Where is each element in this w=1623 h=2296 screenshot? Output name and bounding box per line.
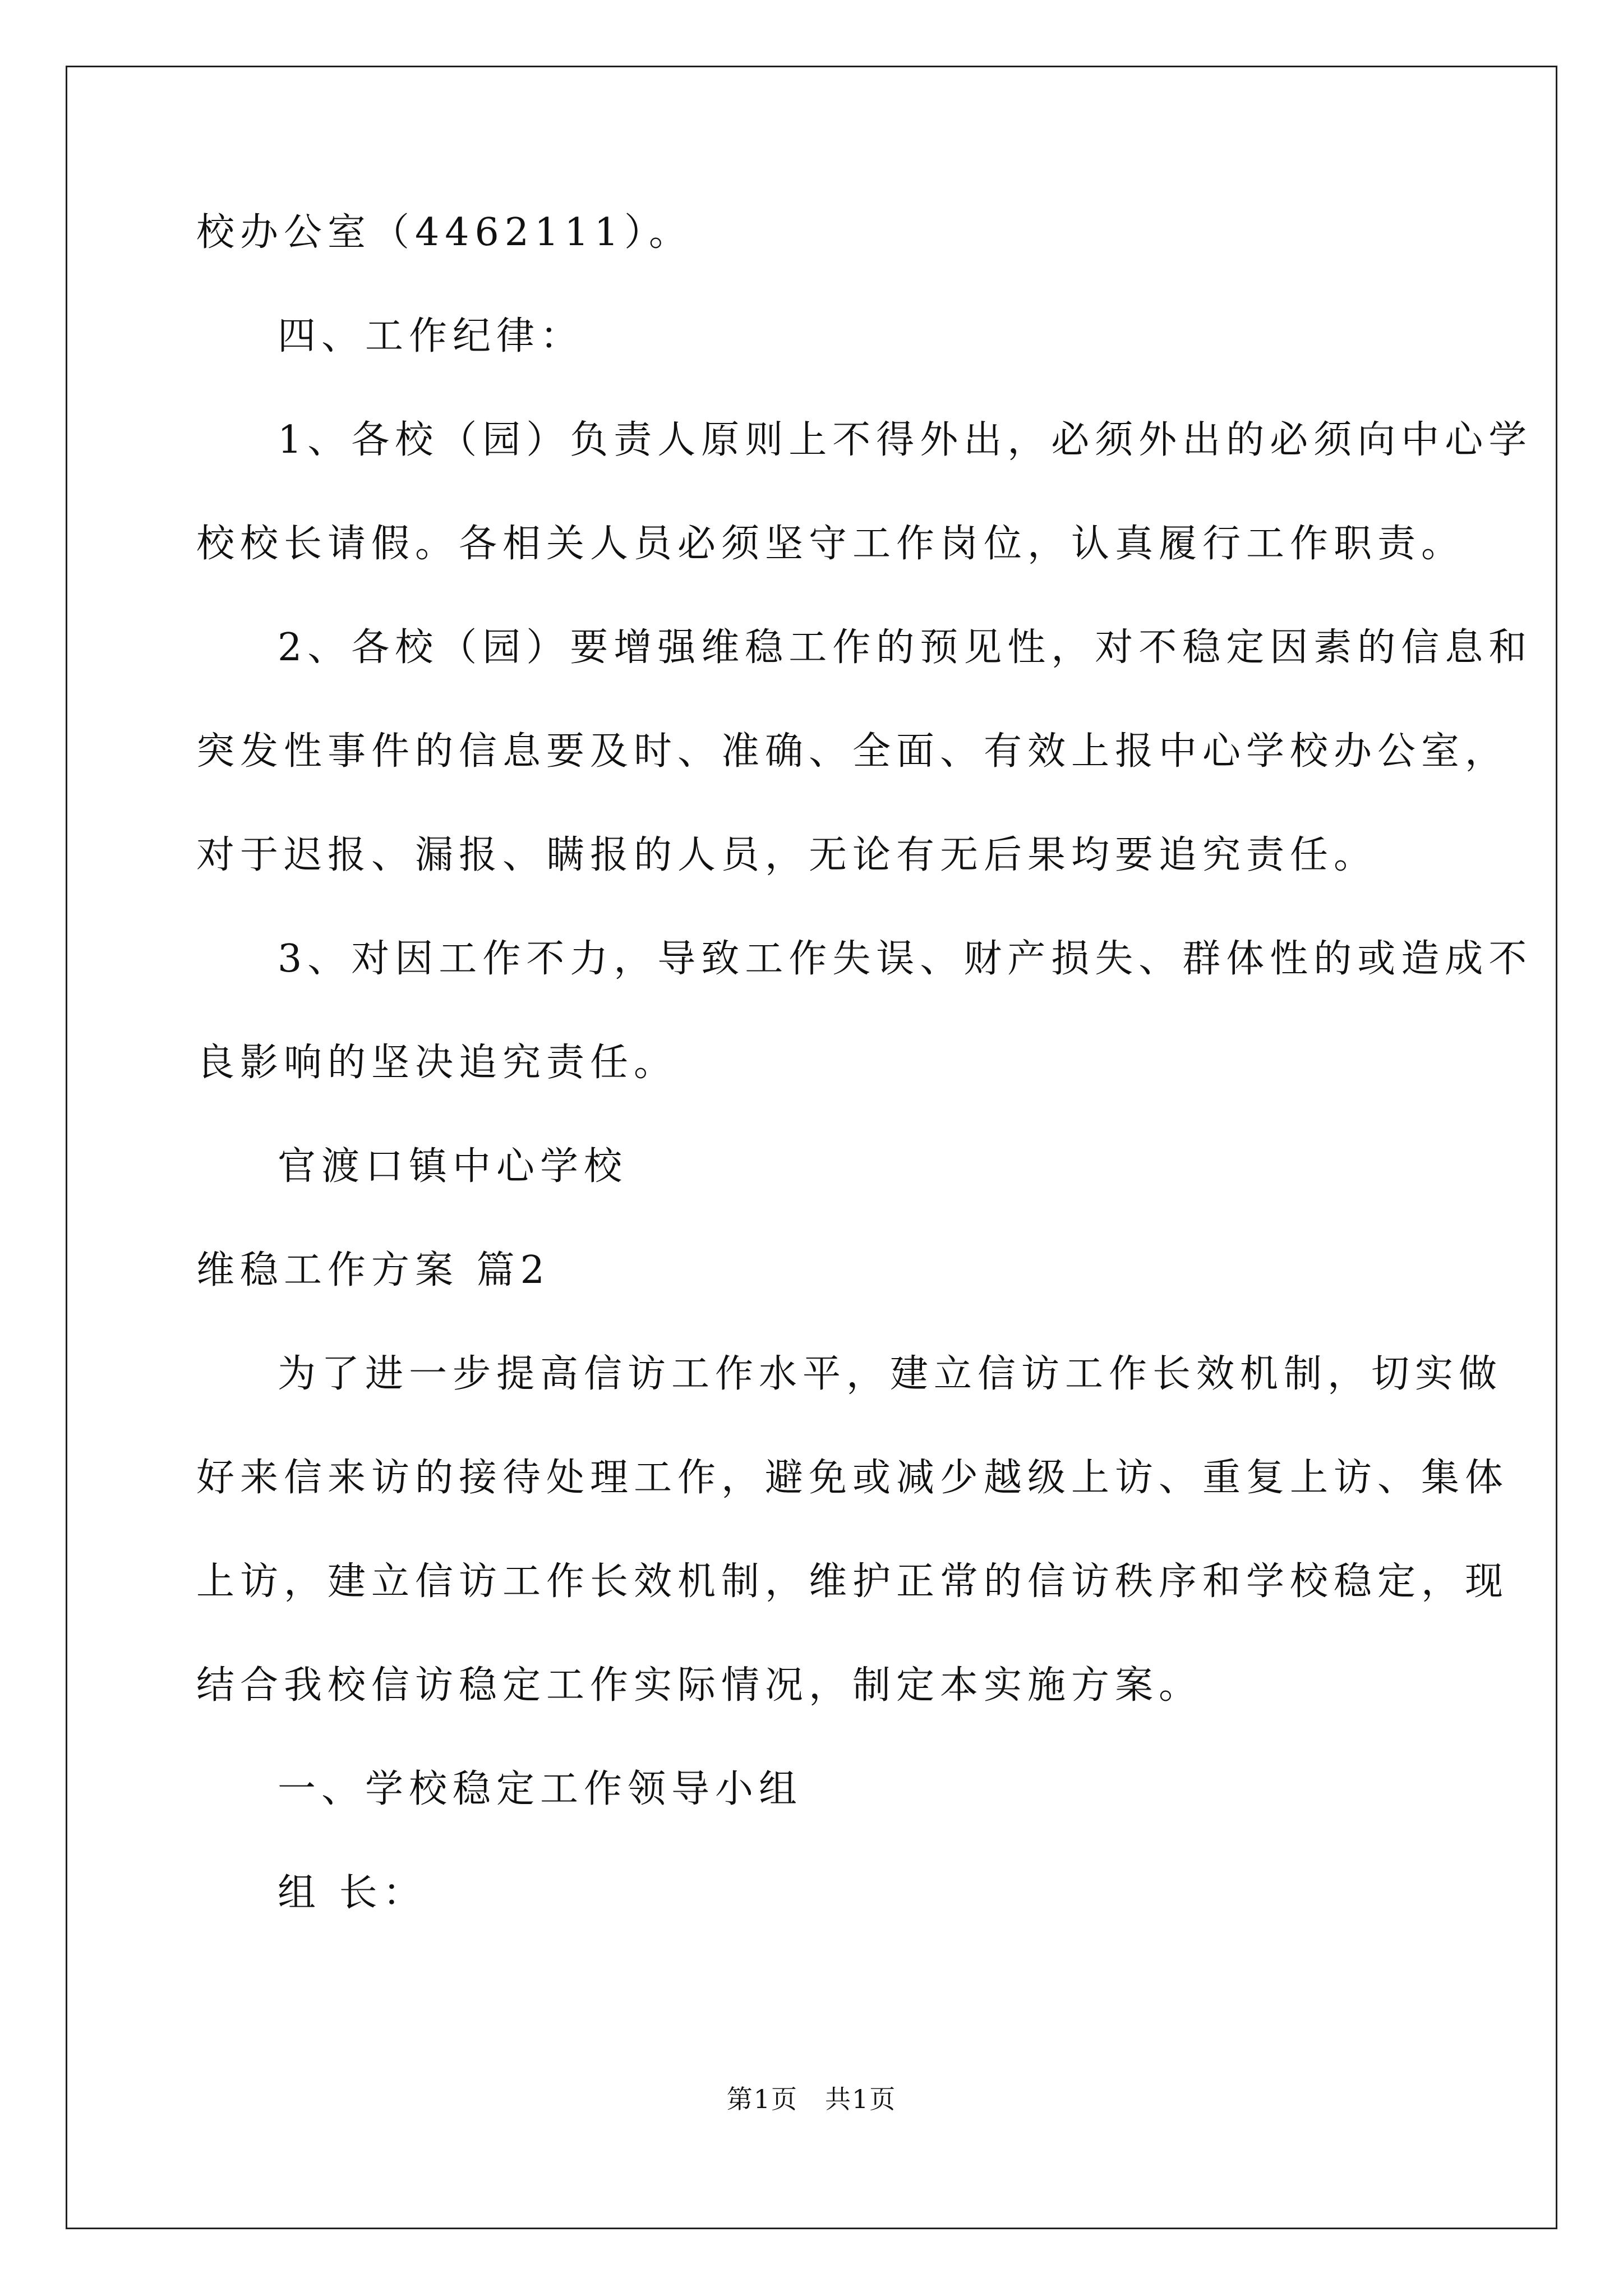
document-title: 维稳工作方案 篇2 (196, 1248, 550, 1292)
text-line: 突发性事件的信息要及时、准确、全面、有效上报中心学校办公室， (196, 729, 1509, 774)
text-line: 3、对因工作不力，导致工作失误、财产损失、群体性的或造成不 (278, 937, 1533, 981)
text-line: 组 长： (278, 1871, 427, 1915)
text-line: 2、各校（园）要增强维稳工作的预见性，对不稳定因素的信息和 (278, 625, 1533, 670)
section-heading: 一、学校稳定工作领导小组 (278, 1767, 803, 1811)
signature-line: 官渡口镇中心学校 (278, 1144, 628, 1189)
page-footer: 第1页 共1页 (726, 2084, 897, 2114)
text-line: 上访，建立信访工作长效机制，维护正常的信访秩序和学校稳定，现 (196, 1559, 1509, 1604)
text-line: 校校长请假。各相关人员必须坚守工作岗位，认真履行工作职责。 (196, 522, 1465, 566)
text-line: 结合我校信访稳定工作实际情况，制定本实施方案。 (196, 1663, 1203, 1708)
text-line: 良影响的坚决追究责任。 (196, 1041, 678, 1085)
section-heading: 四、工作纪律： (278, 314, 584, 358)
text-line: 好来信来访的接待处理工作，避免或减少越级上访、重复上访、集体 (196, 1456, 1509, 1500)
text-line: 校办公室（4462111）。 (196, 210, 693, 255)
text-line: 1、各校（园）负责人原则上不得外出，必须外出的必须向中心学 (278, 418, 1533, 462)
text-line: 为了进一步提高信访工作水平，建立信访工作长效机制，切实做 (278, 1352, 1503, 1396)
text-line: 对于迟报、漏报、瞒报的人员，无论有无后果均要追究责任。 (196, 833, 1378, 877)
